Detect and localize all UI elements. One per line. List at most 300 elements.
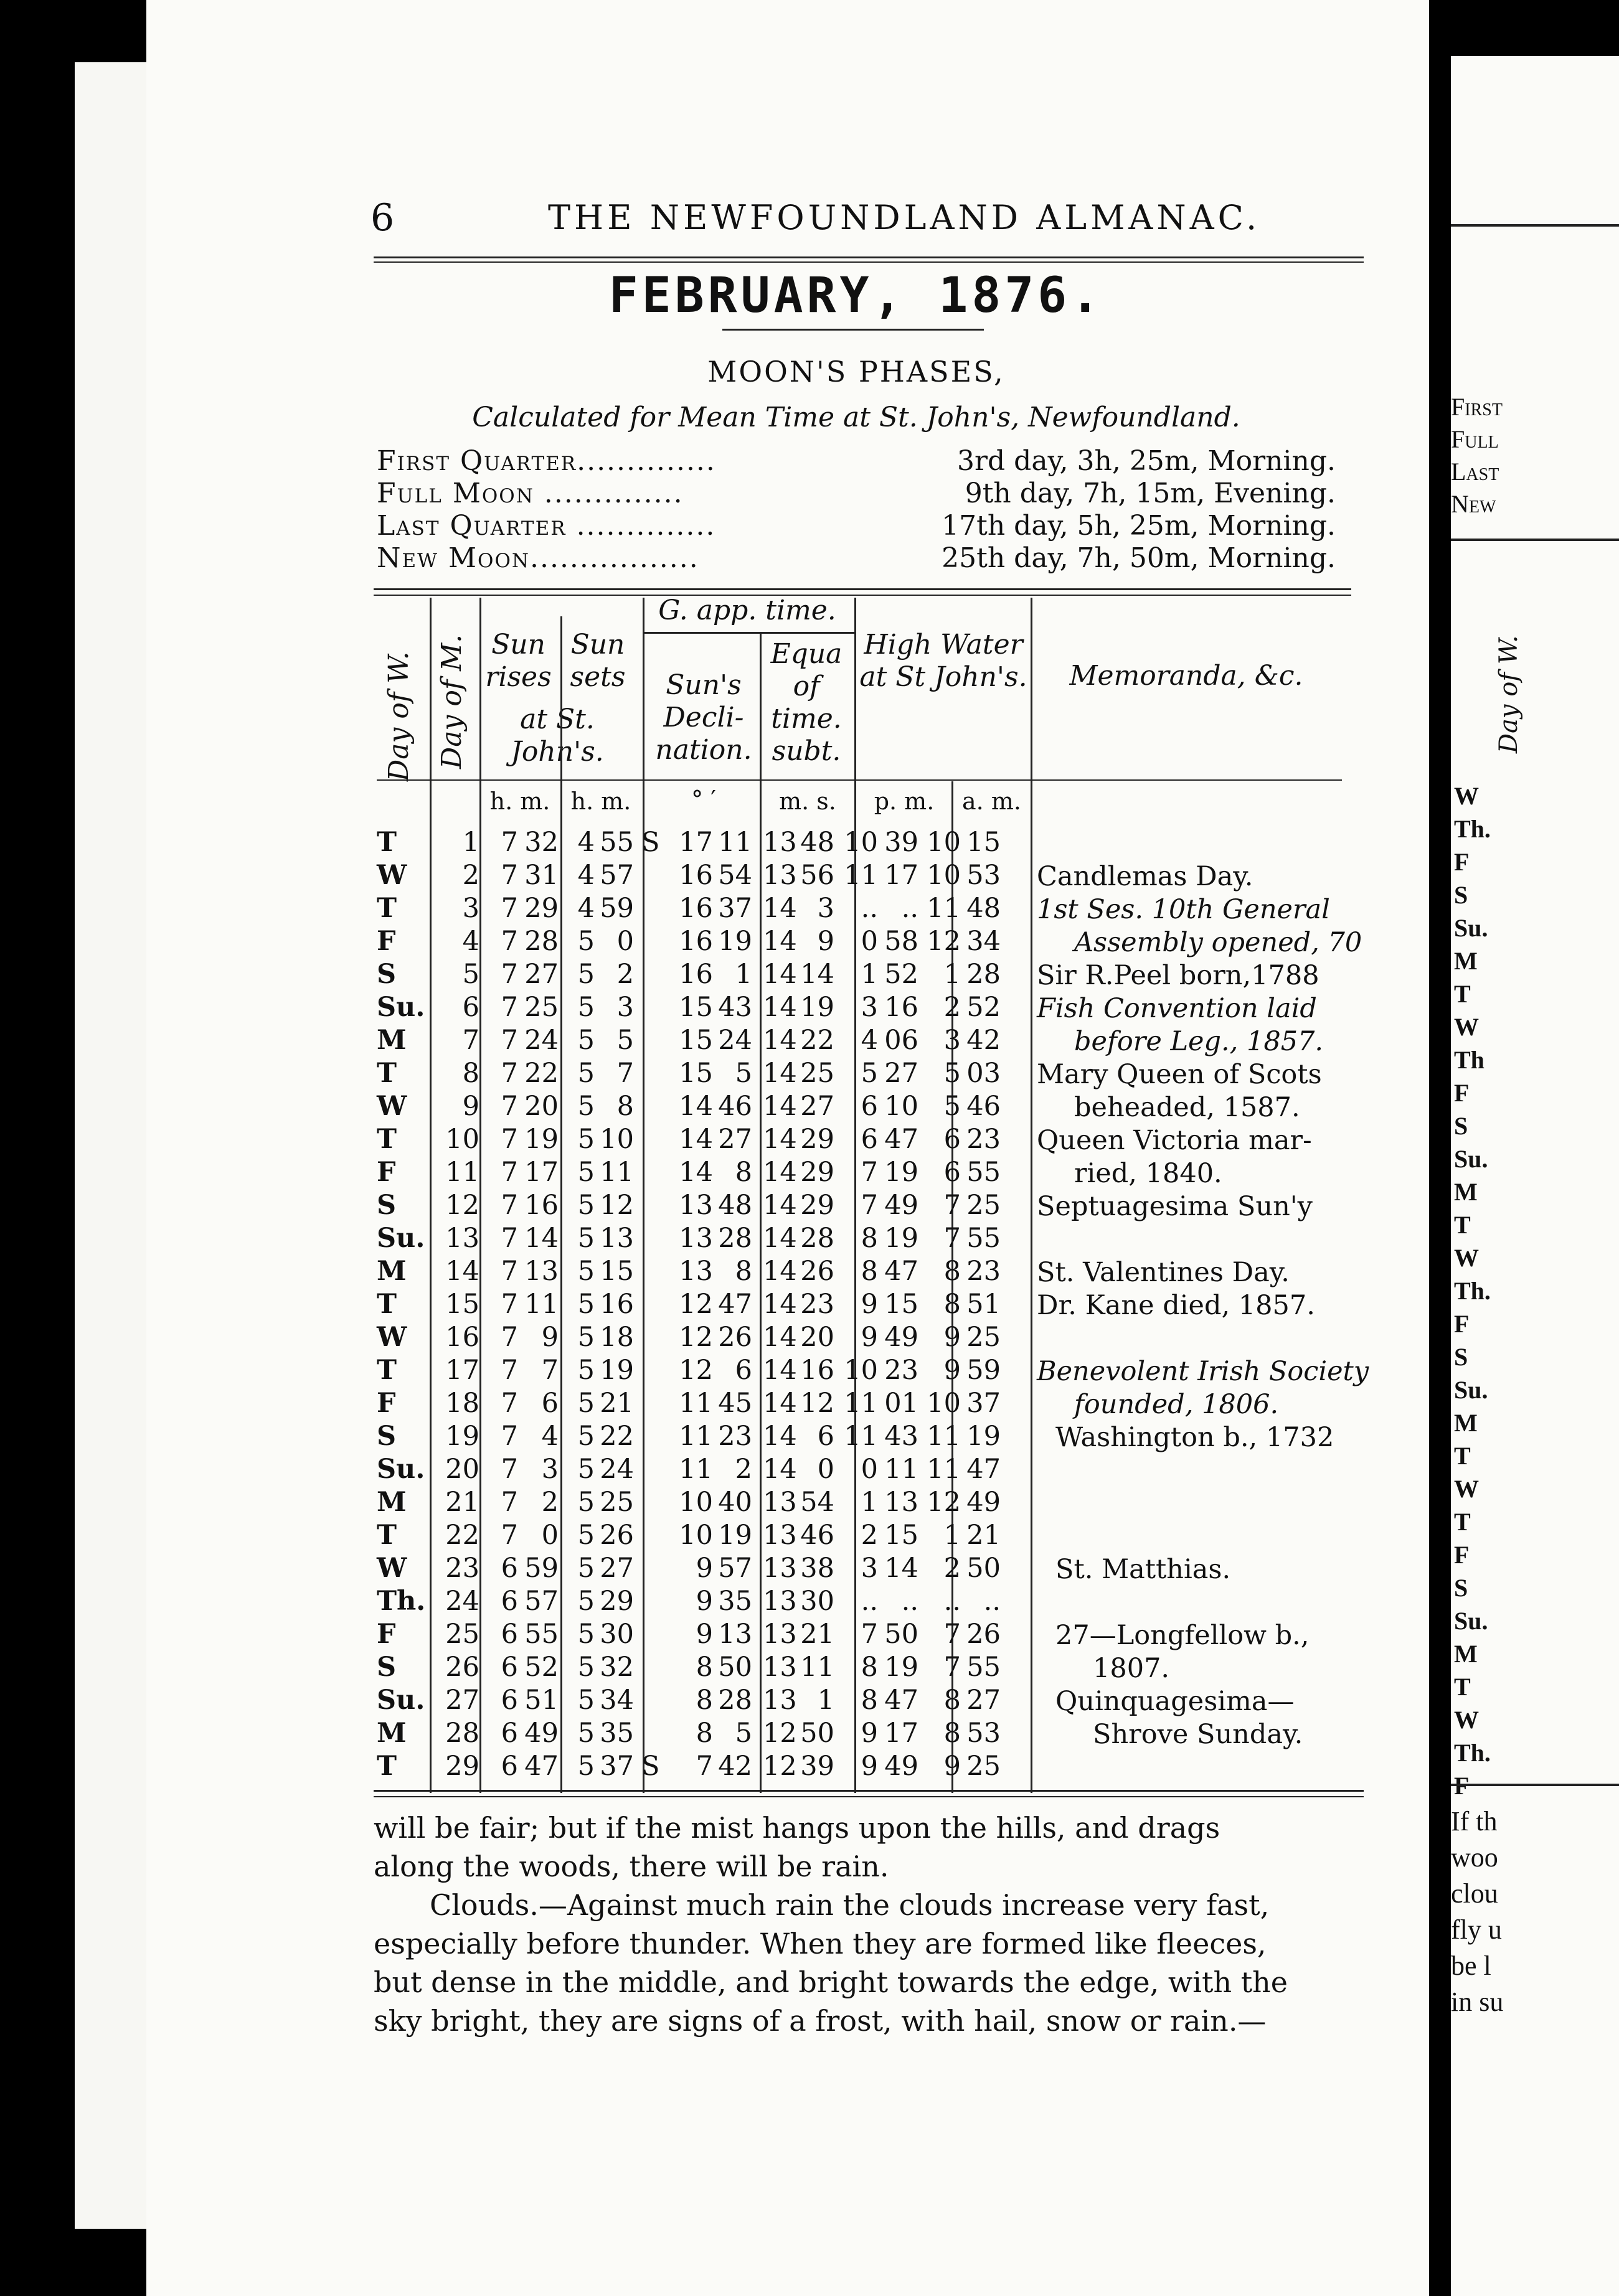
sunset-hour: 5: [577, 926, 595, 957]
pm-water-hour: 11: [844, 1421, 878, 1452]
day-of-week: T: [377, 1058, 397, 1089]
day-of-month: 10: [445, 1124, 479, 1155]
moon-phases-title: MOON'S PHASES,: [707, 355, 1005, 388]
table-row: [377, 1652, 1348, 1688]
sunrise-hour: 6: [501, 1619, 518, 1650]
sunset-hour: 5: [577, 992, 595, 1023]
equation-minutes: 14: [763, 1190, 797, 1221]
moon-phase-time: 25th day, 7h, 50m, Morning.: [942, 542, 1336, 574]
facing-day: Su.: [1454, 1607, 1488, 1635]
pm-water-minute: 10: [884, 1091, 918, 1122]
previous-page-edge: [75, 62, 158, 2229]
table-row: [377, 1322, 1348, 1358]
facing-text-fragment: If th: [1451, 1806, 1498, 1837]
facing-rule: [1451, 1784, 1619, 1786]
declination-minutes: 43: [718, 992, 752, 1023]
declination-degrees: 11: [679, 1421, 713, 1452]
declination-minutes: 47: [718, 1289, 752, 1320]
sunrise-minute: 9: [541, 1322, 559, 1353]
facing-day: W: [1454, 1475, 1479, 1503]
equation-minutes: 13: [763, 1553, 797, 1584]
pm-water-hour: ..: [861, 893, 878, 924]
declination-minutes: 11: [718, 827, 752, 858]
equation-seconds: 25: [800, 1058, 834, 1089]
pm-water-minute: 52: [884, 959, 918, 990]
sunset-hour: 5: [577, 1058, 595, 1089]
am-water-hour: 10: [927, 860, 961, 891]
declination-minutes: 27: [718, 1124, 752, 1155]
day-of-month: 27: [445, 1685, 479, 1716]
am-water-hour: ..: [943, 1586, 961, 1617]
pm-water-hour: 10: [844, 827, 878, 858]
memorandum: Shrove Sunday.: [1093, 1719, 1303, 1750]
am-water-hour: 9: [943, 1355, 961, 1386]
day-of-month: 24: [445, 1586, 479, 1617]
equation-minutes: 14: [763, 893, 797, 924]
memorandum: 27—Longfellow b.,: [1055, 1620, 1310, 1651]
declination-degrees: 12: [679, 1355, 713, 1386]
sunset-hour: 5: [577, 1388, 595, 1419]
am-water-hour: 7: [943, 1190, 961, 1221]
declination-degrees: 10: [679, 1487, 713, 1518]
sunrise-minute: 3: [541, 1454, 559, 1485]
pm-water-minute: 47: [884, 1124, 918, 1155]
am-water-minute: 55: [966, 1223, 1001, 1254]
memorandum: ried, 1840.: [1074, 1158, 1222, 1189]
facing-phase-label: Last: [1451, 458, 1499, 486]
sunset-hour: 5: [577, 1025, 595, 1056]
sunset-hour: 5: [577, 1718, 595, 1749]
pm-water-hour: 3: [861, 992, 878, 1023]
day-of-month: 5: [462, 959, 479, 990]
sunrise-minute: 19: [524, 1124, 559, 1155]
sunrise-minute: 14: [524, 1223, 559, 1254]
equation-minutes: 12: [763, 1718, 797, 1749]
pm-water-minute: 19: [884, 1223, 918, 1254]
sunset-minute: 24: [600, 1454, 634, 1485]
pm-water-hour: 8: [861, 1256, 878, 1287]
pm-water-minute: 17: [884, 860, 918, 891]
table-row: [377, 1520, 1348, 1556]
facing-day: Th: [1454, 1046, 1484, 1074]
equation-seconds: 29: [800, 1124, 834, 1155]
declination-minutes: 6: [735, 1355, 752, 1386]
pm-water-hour: 8: [861, 1652, 878, 1683]
pm-water-minute: 06: [884, 1025, 918, 1056]
equation-minutes: 14: [763, 1388, 797, 1419]
header-rule: [374, 256, 1364, 258]
pm-water-minute: ..: [901, 893, 918, 924]
am-water-hour: 8: [943, 1289, 961, 1320]
pm-water-hour: 6: [861, 1124, 878, 1155]
equation-seconds: 29: [800, 1190, 834, 1221]
facing-rule: [1451, 539, 1619, 541]
sunrise-hour: 6: [501, 1553, 518, 1584]
declination-degrees: 17: [679, 827, 713, 858]
sunset-minute: 55: [600, 827, 634, 858]
am-water-minute: 26: [966, 1619, 1001, 1650]
sunrise-minute: 11: [524, 1289, 559, 1320]
memorandum: St. Matthias.: [1055, 1554, 1231, 1585]
am-water-minute: 19: [966, 1421, 1001, 1452]
am-water-minute: 23: [966, 1124, 1001, 1155]
equation-minutes: 14: [763, 992, 797, 1023]
memorandum: Fish Convention laid: [1037, 993, 1317, 1024]
page-number: 6: [371, 196, 395, 240]
facing-day: W: [1454, 1013, 1479, 1041]
declination-degrees: 8: [696, 1718, 713, 1749]
sunrise-minute: 7: [541, 1355, 559, 1386]
day-of-week: F: [377, 926, 396, 957]
header-high-water: High Water at St John's.: [859, 629, 1027, 693]
facing-phase-label: First: [1451, 393, 1503, 421]
declination-degrees: 14: [679, 1091, 713, 1122]
am-water-hour: 5: [943, 1091, 961, 1122]
declination-minutes: 37: [718, 893, 752, 924]
day-of-month: 19: [445, 1421, 479, 1452]
am-water-minute: 25: [966, 1322, 1001, 1353]
sunset-minute: 5: [616, 1025, 634, 1056]
sunrise-hour: 6: [501, 1685, 518, 1716]
sunrise-minute: 32: [524, 827, 559, 858]
table-row: [377, 1454, 1348, 1490]
sunset-minute: 25: [600, 1487, 634, 1518]
am-water-minute: 49: [966, 1487, 1001, 1518]
day-of-month: 13: [445, 1223, 479, 1254]
sunrise-hour: 7: [501, 1157, 518, 1188]
sunset-hour: 5: [577, 1289, 595, 1320]
am-water-hour: 5: [943, 1058, 961, 1089]
equation-minutes: 14: [763, 1454, 797, 1485]
sunrise-hour: 7: [501, 1223, 518, 1254]
sunrise-hour: 7: [501, 827, 518, 858]
declination-degrees: 16: [679, 959, 713, 990]
memorandum: 1807.: [1093, 1653, 1170, 1684]
facing-day: M: [1454, 1178, 1478, 1206]
declination-degrees: 11: [679, 1388, 713, 1419]
header-at-st-johns: at St. John's.: [511, 703, 604, 768]
sunset-minute: 32: [600, 1652, 634, 1683]
running-title: THE NEWFOUNDLAND ALMANAC.: [548, 198, 1261, 237]
am-water-hour: 1: [943, 1520, 961, 1551]
sunset-minute: 19: [600, 1355, 634, 1386]
pm-water-hour: 4: [861, 1025, 878, 1056]
sunrise-minute: 4: [541, 1421, 559, 1452]
text-line: along the woods, there will be rain.: [374, 1850, 889, 1883]
facing-day: S: [1454, 1574, 1468, 1602]
day-of-week: W: [377, 1553, 407, 1584]
facing-day: Su.: [1454, 1145, 1488, 1173]
sunrise-hour: 7: [501, 1124, 518, 1155]
table-row: [377, 827, 1348, 863]
equation-seconds: 27: [800, 1091, 834, 1122]
sunrise-minute: 6: [541, 1388, 559, 1419]
declination-degrees: 14: [679, 1124, 713, 1155]
declination-degrees: 16: [679, 860, 713, 891]
pm-water-minute: 11: [884, 1454, 918, 1485]
day-of-week: F: [377, 1619, 396, 1650]
pm-water-hour: 3: [861, 1553, 878, 1584]
sunset-minute: 7: [616, 1058, 634, 1089]
pm-water-hour: 0: [861, 926, 878, 957]
declination-degrees: 8: [696, 1685, 713, 1716]
am-water-minute: 21: [966, 1520, 1001, 1551]
sunset-minute: 16: [600, 1289, 634, 1320]
sunset-minute: 57: [600, 860, 634, 891]
declination-sign: S: [641, 827, 660, 858]
am-water-hour: 12: [927, 926, 961, 957]
day-of-week: F: [377, 1157, 396, 1188]
facing-day: T: [1454, 1673, 1471, 1701]
pm-water-minute: 50: [884, 1619, 918, 1650]
declination-degrees: 16: [679, 893, 713, 924]
declination-degrees: 10: [679, 1520, 713, 1551]
pm-water-hour: 0: [861, 1454, 878, 1485]
pm-water-minute: 27: [884, 1058, 918, 1089]
day-of-month: 1: [462, 827, 479, 858]
sunset-hour: 5: [577, 1190, 595, 1221]
sunset-minute: 26: [600, 1520, 634, 1551]
am-water-hour: 8: [943, 1256, 961, 1287]
am-water-minute: 48: [966, 893, 1001, 924]
sunset-hour: 5: [577, 1124, 595, 1155]
am-water-minute: 50: [966, 1553, 1001, 1584]
day-of-week: S: [377, 1421, 397, 1452]
sunset-hour: 5: [577, 1685, 595, 1716]
declination-minutes: 28: [718, 1223, 752, 1254]
sunrise-minute: 0: [541, 1520, 559, 1551]
equation-seconds: 14: [800, 959, 834, 990]
facing-day: Su.: [1454, 1376, 1488, 1404]
am-water-minute: 25: [966, 1751, 1001, 1782]
pm-water-minute: 16: [884, 992, 918, 1023]
declination-sign: S: [641, 1751, 660, 1782]
pm-water-hour: 7: [861, 1619, 878, 1650]
moon-phase-time: 17th day, 5h, 25m, Morning.: [942, 510, 1336, 542]
sunrise-minute: 27: [524, 959, 559, 990]
day-of-month: 14: [445, 1256, 479, 1287]
day-of-week: T: [377, 1751, 397, 1782]
sunrise-hour: 6: [501, 1652, 518, 1683]
pm-water-hour: 9: [861, 1322, 878, 1353]
declination-minutes: 50: [718, 1652, 752, 1683]
pm-water-minute: 39: [884, 827, 918, 858]
sunset-minute: 35: [600, 1718, 634, 1749]
table-row: [377, 1487, 1348, 1523]
am-water-hour: 7: [943, 1619, 961, 1650]
facing-header-day-of-week: Day of W.: [1494, 635, 1523, 753]
day-of-month: 7: [462, 1025, 479, 1056]
sunrise-hour: 6: [501, 1586, 518, 1617]
equation-seconds: 29: [800, 1157, 834, 1188]
sunrise-hour: 7: [501, 1388, 518, 1419]
sunset-minute: 30: [600, 1619, 634, 1650]
day-of-month: 8: [462, 1058, 479, 1089]
sunset-minute: 0: [616, 926, 634, 957]
month-underline: [722, 329, 984, 331]
equation-seconds: 12: [800, 1388, 834, 1419]
facing-day: Th.: [1454, 815, 1491, 843]
moon-phase-row: [377, 542, 1336, 576]
facing-day: Th.: [1454, 1277, 1491, 1305]
am-water-minute: 52: [966, 992, 1001, 1023]
sunset-hour: 5: [577, 1619, 595, 1650]
am-water-minute: 42: [966, 1025, 1001, 1056]
moon-phase-name: Full Moon ..............: [377, 478, 684, 509]
moon-phase-time: 9th day, 7h, 15m, Evening.: [965, 478, 1336, 509]
sunrise-hour: 7: [501, 926, 518, 957]
facing-day: F: [1454, 848, 1470, 876]
am-water-hour: 11: [927, 1421, 961, 1452]
sunset-minute: 13: [600, 1223, 634, 1254]
equation-minutes: 13: [763, 1619, 797, 1650]
declination-minutes: 40: [718, 1487, 752, 1518]
am-water-hour: 2: [943, 992, 961, 1023]
pm-water-hour: 9: [861, 1718, 878, 1749]
sunset-minute: 10: [600, 1124, 634, 1155]
sunset-hour: 4: [577, 827, 595, 858]
am-water-hour: 2: [943, 1553, 961, 1584]
text-line: will be fair; but if the mist hangs upon the hills, and drags: [374, 1811, 1220, 1845]
equation-minutes: 13: [763, 827, 797, 858]
day-of-month: 26: [445, 1652, 479, 1683]
sunset-minute: 8: [616, 1091, 634, 1122]
sunrise-hour: 7: [501, 1322, 518, 1353]
day-of-week: W: [377, 1091, 407, 1122]
sunset-hour: 5: [577, 1421, 595, 1452]
sunset-hour: 5: [577, 1091, 595, 1122]
header-bottom-rule: [377, 779, 1342, 781]
equation-minutes: 14: [763, 1124, 797, 1155]
sunrise-minute: 25: [524, 992, 559, 1023]
pm-water-hour: 11: [844, 1388, 878, 1419]
sunrise-minute: 17: [524, 1157, 559, 1188]
equation-seconds: 0: [817, 1454, 834, 1485]
table-row: [377, 1223, 1348, 1259]
table-bottom-rule-double: [374, 1796, 1364, 1797]
declination-degrees: 9: [696, 1619, 713, 1650]
day-of-week: W: [377, 1322, 407, 1353]
declination-degrees: 7: [696, 1751, 713, 1782]
unit-pm: p. m.: [874, 788, 935, 815]
sunrise-minute: 59: [524, 1553, 559, 1584]
memorandum: Assembly opened, 70: [1074, 927, 1362, 958]
am-water-minute: 37: [966, 1388, 1001, 1419]
pm-water-hour: 11: [844, 860, 878, 891]
facing-day: M: [1454, 1409, 1478, 1437]
pm-water-hour: 9: [861, 1289, 878, 1320]
sunset-hour: 5: [577, 1256, 595, 1287]
pm-water-minute: 17: [884, 1718, 918, 1749]
unit-equ: m. s.: [779, 788, 836, 815]
declination-degrees: 12: [679, 1322, 713, 1353]
text-line: especially before thunder. When they are formed like fleeces,: [374, 1927, 1267, 1960]
facing-day: W: [1454, 1706, 1479, 1734]
day-of-week: W: [377, 860, 407, 891]
moon-phase-row: [377, 445, 1336, 479]
sunset-hour: 5: [577, 1454, 595, 1485]
am-water-minute: 15: [966, 827, 1001, 858]
table-top-rule-double: [374, 595, 1351, 596]
equation-seconds: 23: [800, 1289, 834, 1320]
day-of-week: Su.: [377, 992, 425, 1023]
unit-rise: h. m.: [489, 788, 550, 815]
day-of-week: T: [377, 1355, 397, 1386]
pm-water-hour: 8: [861, 1223, 878, 1254]
pm-water-minute: 01: [884, 1388, 918, 1419]
pm-water-minute: 13: [884, 1487, 918, 1518]
declination-minutes: 45: [718, 1388, 752, 1419]
header-memoranda: Memoranda, &c.: [1069, 660, 1303, 692]
sunset-hour: 5: [577, 1520, 595, 1551]
sunrise-hour: 6: [501, 1718, 518, 1749]
declination-degrees: 13: [679, 1256, 713, 1287]
sunrise-minute: 55: [524, 1619, 559, 1650]
sunset-minute: 2: [616, 959, 634, 990]
sunrise-hour: 6: [501, 1751, 518, 1782]
declination-minutes: 26: [718, 1322, 752, 1353]
equation-minutes: 14: [763, 1289, 797, 1320]
day-of-month: 9: [462, 1091, 479, 1122]
memorandum: Washington b., 1732: [1055, 1422, 1334, 1453]
memorandum: Benevolent Irish Society: [1037, 1356, 1369, 1387]
declination-degrees: 9: [696, 1586, 713, 1617]
sunrise-minute: 22: [524, 1058, 559, 1089]
moon-phase-time: 3rd day, 3h, 25m, Morning.: [956, 445, 1336, 477]
pm-water-hour: 9: [861, 1751, 878, 1782]
facing-day: F: [1454, 1079, 1470, 1107]
sunset-minute: 11: [600, 1157, 634, 1188]
declination-minutes: 46: [718, 1091, 752, 1122]
pm-water-minute: 43: [884, 1421, 918, 1452]
moon-phase-name: New Moon.................: [377, 542, 699, 574]
sunrise-hour: 7: [501, 1025, 518, 1056]
pm-water-hour: 8: [861, 1685, 878, 1716]
sunrise-minute: 24: [524, 1025, 559, 1056]
equation-seconds: 1: [817, 1685, 834, 1716]
memorandum: founded, 1806.: [1074, 1389, 1279, 1420]
equation-seconds: 22: [800, 1025, 834, 1056]
declination-degrees: 12: [679, 1289, 713, 1320]
declination-minutes: 1: [735, 959, 752, 990]
day-of-month: 16: [445, 1322, 479, 1353]
declination-minutes: 24: [718, 1025, 752, 1056]
am-water-minute: ..: [983, 1586, 1001, 1617]
declination-degrees: 13: [679, 1190, 713, 1221]
pm-water-hour: 1: [861, 959, 878, 990]
pm-water-minute: 49: [884, 1190, 918, 1221]
declination-minutes: 2: [735, 1454, 752, 1485]
am-water-hour: 12: [927, 1487, 961, 1518]
declination-degrees: 15: [679, 1058, 713, 1089]
text-line: sky bright, they are signs of a frost, with hail, snow or rain.—: [374, 2004, 1267, 2038]
sunset-hour: 5: [577, 1553, 595, 1584]
am-water-minute: 34: [966, 926, 1001, 957]
sunset-hour: 5: [577, 1751, 595, 1782]
day-of-month: 23: [445, 1553, 479, 1584]
facing-text-fragment: be l: [1451, 1950, 1491, 1981]
pm-water-minute: 19: [884, 1652, 918, 1683]
pm-water-minute: 47: [884, 1685, 918, 1716]
equation-seconds: 20: [800, 1322, 834, 1353]
am-water-minute: 46: [966, 1091, 1001, 1122]
facing-day: M: [1454, 947, 1478, 975]
am-water-hour: 6: [943, 1124, 961, 1155]
sunset-minute: 29: [600, 1586, 634, 1617]
am-water-hour: 7: [943, 1223, 961, 1254]
g-app-time-rule: [643, 632, 854, 634]
pm-water-hour: 10: [844, 1355, 878, 1386]
